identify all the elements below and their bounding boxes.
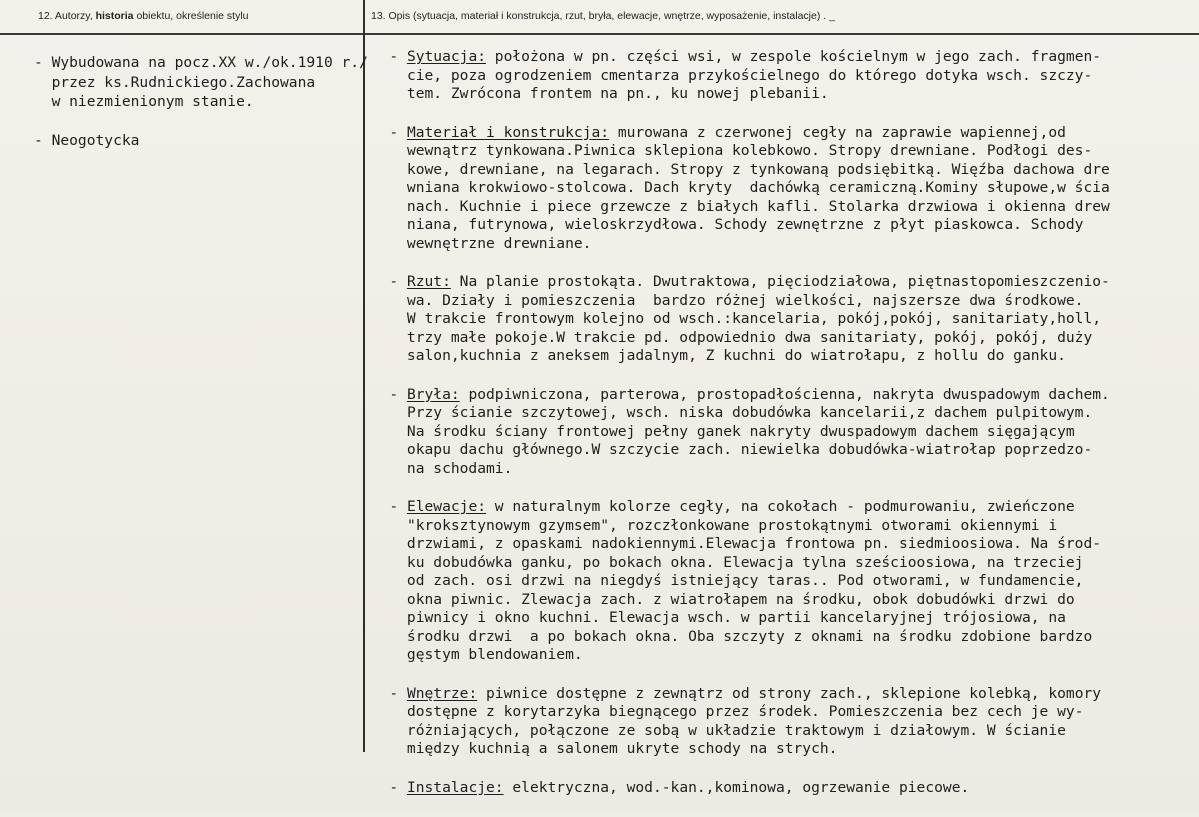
section-13-header: 13. Opis (sytuacja, materiał i konstrukcja, rzut, bryła, elewacje, wnętrze, wyposażenie, instalacje) . _ <box>371 10 835 22</box>
term-elewacje: Elewacje: <box>406 498 487 515</box>
history-entry: - Wybudowana na pocz.XX w./ok.1910 r./ przez ks.Rudnickiego.Zachowana w niezmienionym stanie. <box>34 54 368 110</box>
section-12-header <box>38 10 249 22</box>
header-rule <box>0 33 1199 35</box>
left-column <box>34 53 368 150</box>
section-instalacje: - Instalacje: elektryczna, wod.-kan.,kominowa, ogrzewanie piecowe. <box>363 778 970 796</box>
sytuacja-first: położona w pn. części wsi, w zespole kościelnym w jego zach. fragmen- <box>486 48 1102 65</box>
wnetrze-first: piwnice dostępne z zewnątrz od strony zach., sklepione kolebką, komory <box>477 684 1102 702</box>
instalacje-first: elektryczna, wod.-kan.,kominowa, ogrzewanie piecowe. <box>503 778 970 796</box>
term-sytuacja: Sytuacja: <box>406 48 487 65</box>
section-12-header-bold: historia <box>95 10 134 22</box>
style-entry: - Neogotycka <box>34 131 140 149</box>
material-rest: wewnątrz tynkowana.Piwnica sklepiona kolebkowo. Stropy drewniane. Podłogi des- kowe, drewniane, na legarach. Stropy z tynkowaną podsiębitką. Więźba dachowa dre wniana krokwiowo-stolcowa. Dach kryty dachówką ceramiczną.Kominy słupowe,w ścia nach. Kuchnie i piece grzewcze z białych kafli. Stolarka drzwiowa i okienna drew niana, futrynowa, wieloskrzydłowa. Schody zewnętrzne z płyt piaskowca. Schody wewnętrzne drewniane. <box>406 142 1110 252</box>
bryla-rest: Przy ścianie szczytowej, wsch. niska dobudówka kancelarii,z dachem pulpitowym. Na środku ściany frontowej pełny ganek nakryty dwuspadowym dachem sięgającym okapu dachu głównego.W szczycie zach. niewielka dobudówka-wiatrołap poprzedzo- na schodami. <box>406 404 1093 477</box>
section-wnetrze: - Wnętrze: piwnice dostępne z zewnątrz od strony zach., sklepione kolebką, komory dostępne z korytarzyka biegnącego przez środek. Pomieszczenia bez cech je wy- różniających, połączone ze sobą w układzie traktowym i działowym. W ścianie między kuchnią a salonem ukryte schody na strych. <box>363 684 1102 757</box>
term-wnetrze: Wnętrze: <box>406 684 478 702</box>
section-rzut: - Rzut: Na planie prostokąta. Dwutraktowa, pięciodziałowa, piętnastopomieszczenio- wa. Działy i pomieszczenia bardzo różnej wielkości, najszersze dwa środkowe. W trakcie frontowym kolejno od wsch.:kancelaria, pokój,pokój, sanitariaty,holl, trzy małe pokoje.W trakcie pd. odpowiednio dwa sanitariaty, pokój, pokój, duży salon,kuchnia z aneksem jadalnym, Z kuchni do wiatrołapu, z hollu do ganku. <box>363 273 1110 364</box>
elewacje-rest: "kroksztynowym gzymsem", rozczłonkowane prostokątnymi otworami okiennymi i drzwiami, z opaskami nadokiennymi.Elewacja frontowa pn. siedmioosiowa. Na środ- ku dobudówka ganku, po bokach okna. Elewacja tylna sześcioosiowa, na trzeciej od zach. osi drzwi na niegdyś istniejący taras.. Pod otworami, w fundamencie, okna piwnic. Zlewacja zach. z wiatrołapem na środku, obok dobudówki drzwi do piwnicy i okno kuchni. Elewacja wsch. w partii kancelaryjnej trójosiowa, na środku drzwi a po bokach okna. Oba szczyty z oknami na środku zdobione bardzo gęstym blendowaniem. <box>406 516 1102 663</box>
wnetrze-rest: dostępne z korytarzyka biegnącego przez środek. Pomieszczenia bez cech je wy- różniających, połączone ze sobą w układzie traktowym i działowym. W ścianie między kuchnią a salonem ukryte schody na strych. <box>406 703 1084 757</box>
section-12-header-pre: 12. Autorzy, <box>38 10 96 22</box>
rzut-rest: wa. Działy i pomieszczenia bardzo różnej wielkości, najszersze dwa środkowe. W trakcie frontowym kolejno od wsch.:kancelaria, pokój,pokój, sanitariaty,holl, trzy małe pokoje.W trakcie pd. odpowiednio dwa sanitariaty, pokój, pokój, duży salon,kuchnia z aneksem jadalnym, Z kuchni do wiatrołapu, z hollu do ganku. <box>406 291 1102 364</box>
section-12-header-post: obiektu, określenie stylu <box>133 10 249 22</box>
rzut-first: Na planie prostokąta. Dwutraktowa, pięciodziałowa, piętnastopomieszczenio- <box>450 273 1110 290</box>
right-column <box>363 48 1199 817</box>
term-material: Materiał i konstrukcja: <box>406 123 610 141</box>
term-bryla: Bryła: <box>406 385 460 403</box>
material-first: murowana z czerwonej cegły na zaprawie wapiennej,od <box>609 123 1066 141</box>
section-elewacje: - Elewacje: w naturalnym kolorze cegły, na cokołach - podmurowaniu, zwieńczone "kroksztynowym gzymsem", rozczłonkowane prostokątnymi otworami okiennymi i drzwiami, z opaskami nadokiennymi.Elewacja frontowa pn. siedmioosiowa. Na środ- ku dobudówka ganku, po bokach okna. Elewacja tylna sześcioosiowa, na trzeciej od zach. osi drzwi na niegdyś istniejący taras.. Pod otworami, w fundamencie, okna piwnic. Zlewacja zach. z wiatrołapem na środku, obok dobudówki drzwi do piwnicy i okno kuchni. Elewacja wsch. w partii kancelaryjnej trójosiowa, na środku drzwi a po bokach okna. Oba szczyty z oknami na środku zdobione bardzo gęstym blendowaniem. <box>363 498 1102 663</box>
section-sytuacja: - Sytuacja: położona w pn. części wsi, w zespole kościelnym w jego zach. fragmen- cie, poza ogrodzeniem cmentarza przykościelnego do którego dotyka wsch. szczy- tem. Zwrócona frontem na pn., ku nowej plebanii. <box>363 48 1102 102</box>
term-instalacje: Instalacje: <box>406 778 504 796</box>
sytuacja-rest: cie, poza ogrodzeniem cmentarza przykościelnego do którego dotyka wsch. szczy- tem. Zwrócona frontem na pn., ku nowej plebanii. <box>406 66 1093 102</box>
bryla-first: podpiwniczona, parterowa, prostopadłościenna, nakryta dwuspadowym dachem. <box>459 385 1110 403</box>
term-rzut: Rzut: <box>406 273 451 290</box>
section-bryla: - Bryła: podpiwniczona, parterowa, prostopadłościenna, nakryta dwuspadowym dachem. Przy ścianie szczytowej, wsch. niska dobudówka kancelarii,z dachem pulpitowym. Na środku ściany frontowej pełny ganek nakryty dwuspadowym dachem sięgającym okapu dachu głównego.W szczycie zach. niewielka dobudówka-wiatrołap poprzedzo- na schodami. <box>363 385 1110 477</box>
section-material: - Materiał i konstrukcja: murowana z czerwonej cegły na zaprawie wapiennej,od wewnątrz tynkowana.Piwnica sklepiona kolebkowo. Stropy drewniane. Podłogi des- kowe, drewniane, na legarach. Stropy z tynkowaną podsiębitką. Więźba dachowa dre wniana krokwiowo-stolcowa. Dach kryty dachówką ceramiczną.Kominy słupowe,w ścia nach. Kuchnie i piece grzewcze z białych kafli. Stolarka drzwiowa i okienna drew niana, futrynowa, wieloskrzydłowa. Schody zewnętrzne z płyt piaskowca. Schody wewnętrzne drewniane. <box>363 123 1110 252</box>
elewacje-first: w naturalnym kolorze cegły, na cokołach - podmurowaniu, zwieńczone <box>486 498 1075 515</box>
